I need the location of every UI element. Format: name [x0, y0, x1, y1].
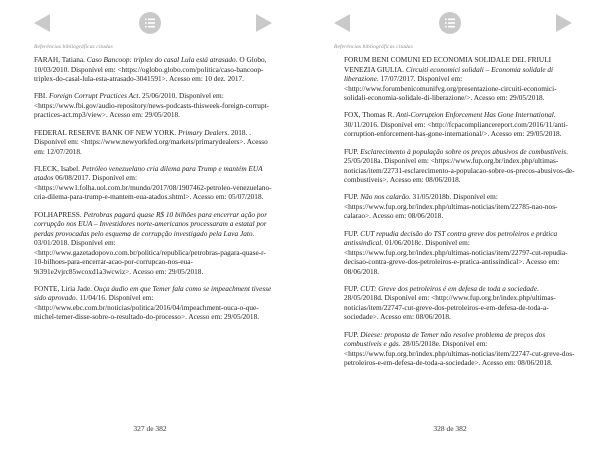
reference-title: Dieese: proposta de Temer não resolve problema de preços dos combustíveis e gás	[344, 329, 546, 349]
reference-entry	[344, 192, 579, 221]
reference-details: . O Globo, 10/03/2010. Disponível em: <https://oglobo.globo.com/politica/caso-bancoop-triplex-do-casal-lula-esta-atrasado-3041591>. Acesso em: 10 dez. 2017.	[34, 55, 267, 83]
reference-title: Petrobras pagará quase R$ 10 bilhões para encerrar ação por corrupção nos EUA – Investidores norte-americanos processaram a estatal por perdas provocadas pelo esquema de corrupção investigado pela Lava Jato.	[34, 209, 268, 238]
reference-details: . 01/06/2018c. Disponível em: <https://www.fup.org.br/index.php/ultimas-noticias/item/22797-cut-repudia-decisao-contra-greve-dos-petroleiros-e-pratica-antissindical>. Acesso em: 08/06/2018.	[344, 238, 568, 276]
reference-details: 06/08/2017. Disponível em: <https://www1.folha.uol.com.br/mundo/2017/08/1907462-petroleo-venezuelano-cria-dilema-para-trump-e-mantem-eua-atados.shtml>. Acesso em: 05/07/2018.	[34, 173, 272, 202]
reference-entry	[34, 284, 272, 322]
table-of-contents-button[interactable]	[438, 11, 462, 35]
reference-author: FUP.	[344, 329, 361, 339]
reference-title: Caso Bancoop: triplex do casal Lula está atrasado	[86, 55, 236, 64]
previous-page-button[interactable]	[330, 11, 354, 35]
reference-details: . 30/11/2016. Disponível em: <http://fcpacompliancereport.com/2016/11/anti-corruption-enforcement-has-gone-international/>. Acesso em: 29/05/2018.	[344, 110, 568, 139]
page-number: 327 de 382	[133, 424, 167, 433]
running-header: Referências bibliográficas citadas	[34, 44, 113, 50]
table-of-contents-button[interactable]	[138, 11, 162, 35]
reference-details: . 25/06/2010. Disponível em: <https://www.fbi.gov/audio-repository/news-podcasts-thisweek-foreign-corrupt-practices-act.mp3/view>. Acesso em: 29/05/2018.	[34, 91, 270, 120]
reference-title: CUT repudia decisão do TST contra greve dos petroleiros e prática antissindical	[344, 228, 558, 248]
reference-entry	[34, 128, 272, 157]
reference-list	[34, 55, 272, 330]
reference-details: . 28/05/2018e. Disponível em: <https://www.fup.org.br/index.php/ultimas-noticias/item/22747-cut-greve-dos-petroleiros-e-em-defesa-de-toda-a-sociedade>. Acesso em: 08/06/2018.	[344, 339, 575, 368]
reference-title: CUT: Greve dos petroleiros é em defesa de toda a sociedade	[360, 283, 537, 293]
triangle-left-icon	[30, 11, 54, 35]
reference-author: FORUM BENI COMUNI ED ECONOMIA SOLIDALE DEL FRIULI VENEZIA GIULIA.	[344, 55, 552, 74]
page-navigation	[300, 11, 600, 35]
reference-title: Circuiti economici solidali – Economia solidale di liberazione	[344, 64, 554, 83]
reference-title: Primary Dealers	[178, 127, 228, 137]
reference-details: 03/01/2018. Disponível em: <http://www.gazetadopovo.com.br/politica/republica/petrobras-pagara-quase-r-10-bilhoes-para-encerrar-acao-por-corrupcao-nos-eua-9i391e2vjrc85wcoxd1a3wcwiz>. Acesso em: 29/05/2018.	[34, 238, 266, 276]
page-number: 328 de 382	[433, 424, 467, 433]
reference-entry	[344, 330, 579, 368]
right-page	[300, 0, 600, 450]
reference-list	[344, 55, 579, 376]
reference-details: . 17/07/2017. Disponível em: <http://www.forumbenicomunifvg.org/presentazione-circuiti-economici-solidali-economia-solidale-di-liberazione/>. Acesso em: 29/05/2018.	[344, 74, 557, 102]
reference-details: . 25/05/2018a. Disponível em: <https://www.fup.org.br/index.php/ultimas-noticias/item/22731-esclarecimento-a-populacao-sobre-os-precos-abusivos-de-combustiveis>. Acesso em: 08/06/2018.	[344, 146, 575, 185]
triangle-left-icon	[330, 11, 354, 35]
reference-author: FUP.	[344, 228, 361, 238]
list-menu-icon	[138, 11, 162, 35]
reference-entry	[344, 284, 579, 322]
reference-title: Anti-Corruption Enforcement Has Gone International	[395, 110, 554, 120]
reference-details: . 28/05/2018d. Disponível em: <http://www.fup.org.br/index.php/ultimas-noticias/item/22747-cut-greve-dos-petroleiros-e-em-defesa-de-toda-a-sociedade>. Acesso em: 08/06/2018.	[344, 283, 556, 322]
reference-entry	[344, 55, 579, 103]
reference-author: FEDERAL RESERVE BANK OF NEW YORK.	[34, 127, 179, 137]
reference-author: FBI.	[34, 91, 50, 101]
reference-details: . 2018. . Disponível em: <https://www.newyorkfed.org/markets/primarydealers>. Acesso em: 12/07/2018.	[34, 127, 268, 156]
reference-entry	[344, 110, 579, 139]
reference-entry	[344, 147, 579, 185]
reference-author: FONTE, Liria Jade.	[34, 283, 94, 293]
triangle-right-icon	[552, 11, 576, 35]
reference-details: . 11/04/16. Disponível em: <http://www.ebc.com.br/noticias/politica/2016/04/impeachment-ouca-o-que-michel-temer-disse-sobre-o-resultado-do-processo>. Acesso em: 29/05/2018.	[34, 293, 260, 322]
reference-author: FUP.	[344, 283, 361, 293]
reference-title: Foreign Corrupt Practices Act	[49, 91, 139, 101]
reference-title: Esclarecimento à população sobre os preços abusivos de combustíveis	[360, 146, 567, 156]
reference-entry	[344, 229, 579, 277]
next-page-button[interactable]	[552, 11, 576, 35]
reference-title: Não nos calarão	[360, 192, 409, 202]
reference-details: . 31/05/2018b. Disponível em: <https://www.fup.org.br/index.php/ultimas-noticias/item/22785-nao-nos-calarao>. Acesso em: 08/06/2018.	[344, 192, 558, 221]
reference-entry	[34, 91, 272, 120]
reference-author: FLECK, Isabel.	[34, 163, 82, 173]
reference-author: FUP.	[344, 146, 361, 156]
previous-page-button[interactable]	[30, 11, 54, 35]
list-menu-icon	[438, 11, 462, 35]
page-navigation	[0, 11, 300, 35]
reference-entry	[34, 210, 272, 277]
reference-author: FUP.	[344, 192, 361, 202]
running-header: Referências bibliográficas citadas	[334, 44, 413, 50]
reference-title: Ouça áudio em que Temer fala como se impeachment tivesse sido aprovado	[34, 283, 272, 303]
triangle-right-icon	[252, 11, 276, 35]
next-page-button[interactable]	[252, 11, 276, 35]
reference-entry	[34, 55, 272, 84]
reference-title: Petróleo venezuelano cria dilema para Trump e mantém EUA atados	[34, 163, 263, 183]
reference-entry	[34, 164, 272, 202]
reference-author: FOLHAPRESS.	[34, 209, 84, 219]
reference-author: FARAH, Tatiana.	[34, 55, 87, 64]
reference-author: FOX, Thomas R.	[344, 110, 396, 120]
